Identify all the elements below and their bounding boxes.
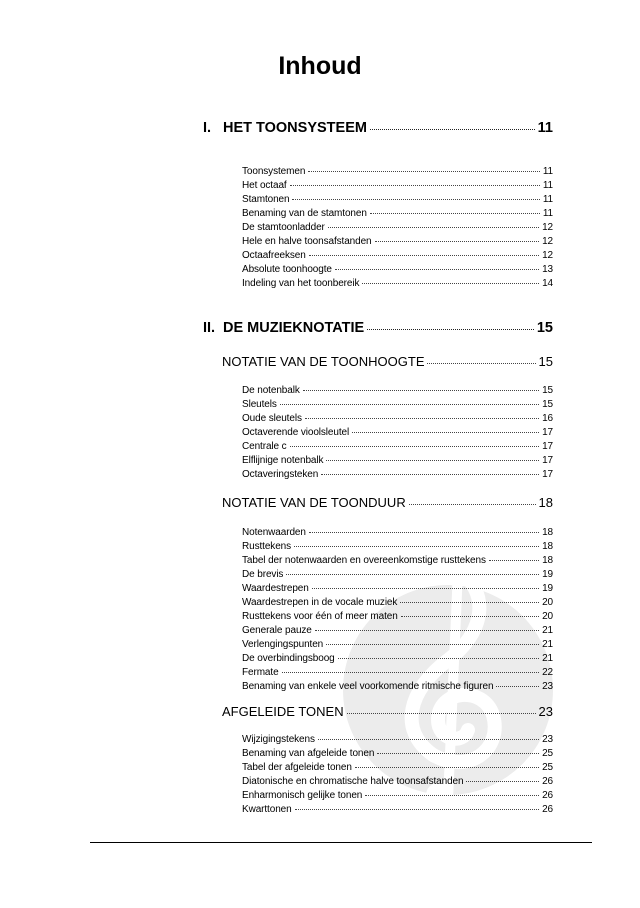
- toc-entry[interactable]: Octaveringsteken 17: [242, 469, 553, 480]
- toc-entry[interactable]: Oude sleutels 16: [242, 413, 553, 424]
- section-heading[interactable]: NOTATIE VAN DE TOONDUUR 18: [222, 495, 553, 510]
- toc-entry[interactable]: Benaming van de stamtonen 11: [242, 208, 553, 219]
- toc-entry[interactable]: Tabel der notenwaarden en overeenkomstige rusttekens 18: [242, 555, 553, 566]
- toc-entry[interactable]: Wijzigingstekens 23: [242, 734, 553, 745]
- toc-entry[interactable]: Tabel der afgeleide tonen 25: [242, 762, 553, 773]
- page-number: 15: [536, 320, 553, 336]
- toc-entry[interactable]: Verlengingspunten 21: [242, 639, 553, 650]
- toc-entry[interactable]: Octaafreeksen 12: [242, 250, 553, 261]
- section-heading[interactable]: AFGELEIDE TONEN 23: [222, 704, 553, 719]
- toc-entry[interactable]: Fermate 22: [242, 667, 553, 678]
- toc-entry[interactable]: Elflijnige notenbalk 17: [242, 455, 553, 466]
- toc-entry[interactable]: Kwarttonen 26: [242, 804, 553, 815]
- dot-leader: [367, 329, 534, 330]
- section-heading[interactable]: NOTATIE VAN DE TOONHOOGTE 15: [222, 354, 553, 369]
- toc-entry[interactable]: Sleutels 15: [242, 399, 553, 410]
- toc-entry[interactable]: Centrale c 17: [242, 441, 553, 452]
- page-number: 11: [537, 120, 553, 136]
- chapter-heading[interactable]: I. HET TOONSYSTEEM 11: [203, 120, 553, 136]
- toc-entry[interactable]: Generale pauze 21: [242, 625, 553, 636]
- toc-entry[interactable]: Waardestrepen 19: [242, 583, 553, 594]
- chapter-title: HET TOONSYSTEEM: [223, 120, 367, 136]
- toc-entry[interactable]: Toonsystemen 11: [242, 166, 553, 177]
- toc-entry[interactable]: Stamtonen 11: [242, 194, 553, 205]
- toc-entry[interactable]: De stamtoonladder 12: [242, 222, 553, 233]
- toc-entry[interactable]: Rusttekens voor één of meer maten 20: [242, 611, 553, 622]
- toc-entry[interactable]: Diatonische en chromatische halve toonsafstanden 26: [242, 776, 553, 787]
- toc-entry[interactable]: De brevis 19: [242, 569, 553, 580]
- chapter-title: DE MUZIEKNOTATIE: [223, 320, 365, 336]
- chapter-heading[interactable]: II. DE MUZIEKNOTATIE 15: [203, 320, 553, 336]
- toc-entry[interactable]: De overbindingsboog 21: [242, 653, 553, 664]
- toc-entry[interactable]: Notenwaarden 18: [242, 527, 553, 538]
- toc-entry[interactable]: Indeling van het toonbereik 14: [242, 278, 553, 289]
- toc-entry[interactable]: Absolute toonhoogte 13: [242, 264, 553, 275]
- page-title: Inhoud: [278, 52, 362, 80]
- toc-entry[interactable]: Benaming van enkele veel voorkomende ritmische figuren 23: [242, 681, 553, 692]
- toc-entry[interactable]: Rusttekens 18: [242, 541, 553, 552]
- toc-entry[interactable]: Het octaaf 11: [242, 180, 553, 191]
- toc-entry[interactable]: Waardestrepen in de vocale muziek 20: [242, 597, 553, 608]
- toc-entry[interactable]: Hele en halve toonsafstanden 12: [242, 236, 553, 247]
- toc-entry[interactable]: Enharmonisch gelijke tonen 26: [242, 790, 553, 801]
- dot-leader: [370, 129, 535, 130]
- toc-entry[interactable]: Benaming van afgeleide tonen 25: [242, 748, 553, 759]
- toc-entry[interactable]: Octaverende vioolsleutel 17: [242, 427, 553, 438]
- toc-entry[interactable]: De notenbalk 15: [242, 385, 553, 396]
- footer-rule: [90, 842, 592, 843]
